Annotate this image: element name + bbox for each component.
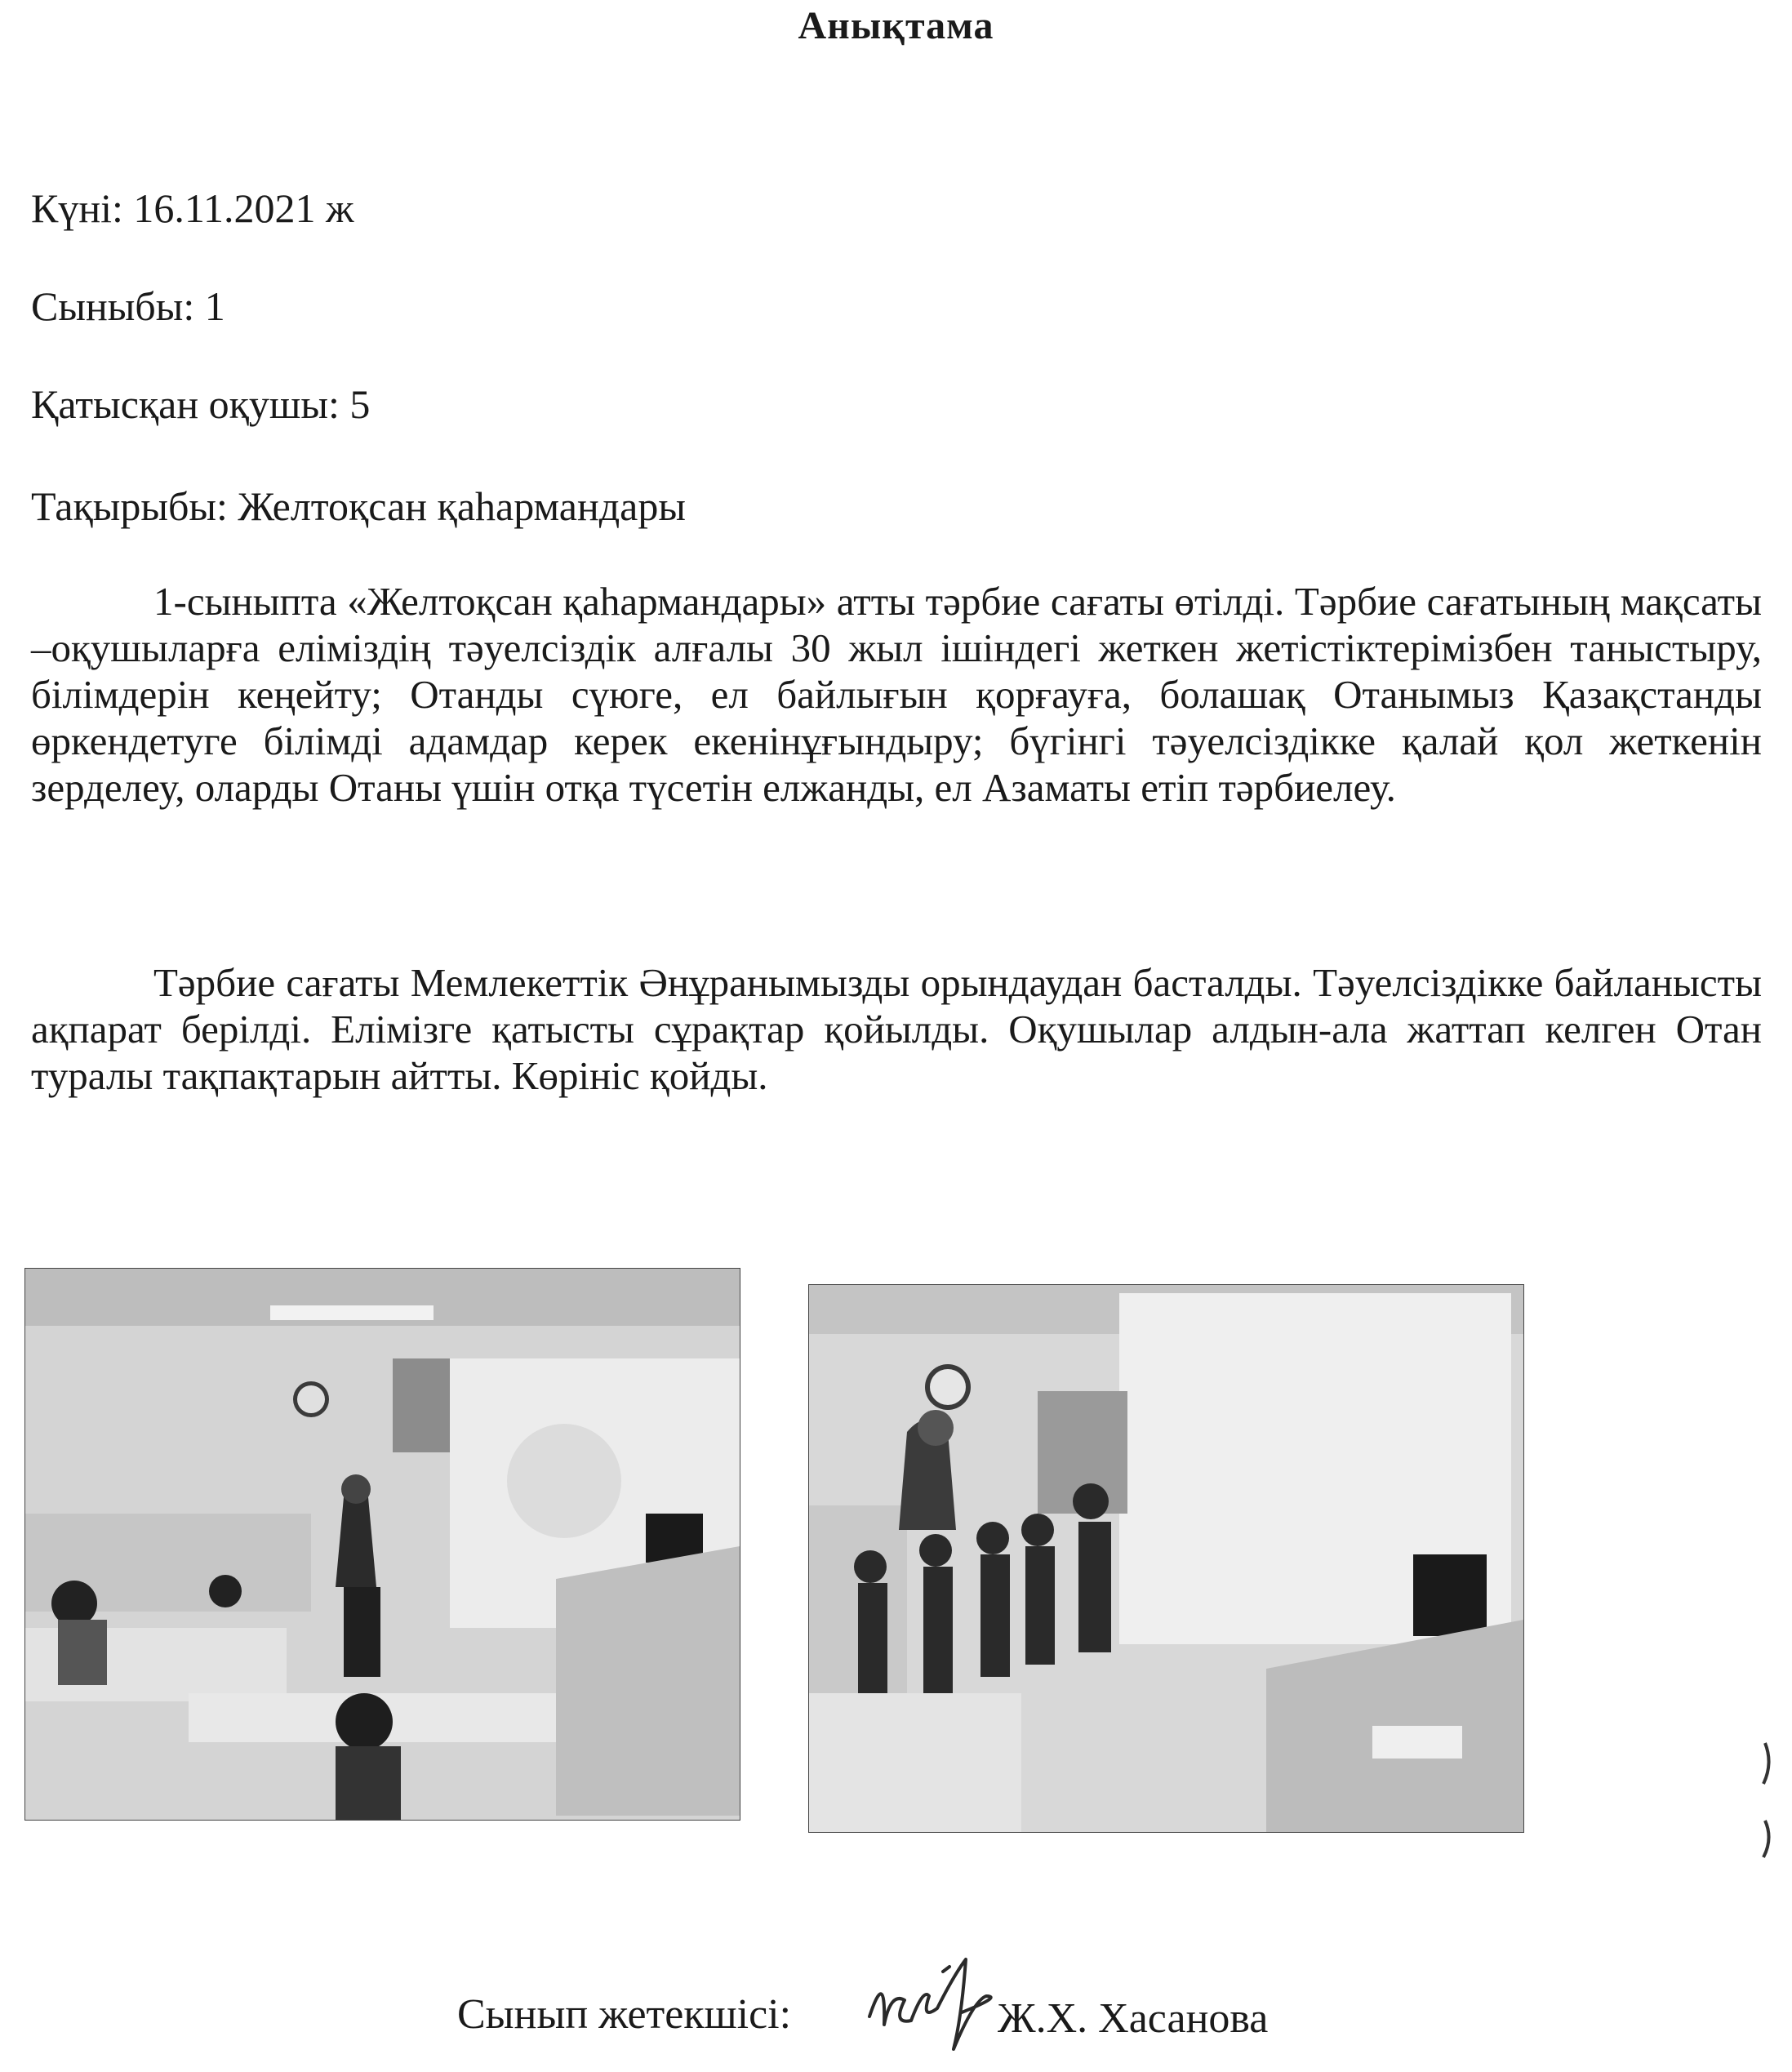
paragraph-event: Тәрбие сағаты Мемлекеттік Әнұранымызды орындаудан басталды. Тәуелсіздікке байланысты ақпарат берілді. Елімізге қатысты сұрақтар қойылды. Оқушылар алдын-ала жаттап келген Отан туралы тақпақтарын айтты. Көрініс қойды. <box>31 960 1762 1098</box>
topic-line: Тақырыбы: Желтоқсан қаһармандары <box>31 483 686 529</box>
paragraph-goal: 1-сыныпта «Желтоқсан қаһармандары» атты тәрбие сағаты өтілді. Тәрбие сағатының мақсаты –оқушыларға еліміздің тәуелсіздік алғалы 30 жыл ішіндегі жеткен жетістіктерімізбен таныстыру, білімдерін кеңейту; Отанды сүюге, ел байлығын қорғауға, болашақ Отанымыз Қазақстанды өркендетуге білімді адамдар керек екенінұғындыру; бүгінгі тәуелсіздікке қалай қол жеткенін зерделеу, оларды Отаны үшін отқа түсетін елжанды, ел Азаматы етіп тәрбиелеу. <box>31 579 1762 810</box>
handwritten-signature <box>861 1939 1016 2061</box>
scan-mark-1 <box>1755 1739 1780 1788</box>
signature-name: Ж.Х. Хасанова <box>998 1995 1269 2042</box>
scan-mark-2 <box>1755 1816 1780 1861</box>
document-title: Анықтама <box>798 4 994 47</box>
classroom-photo-teacher <box>24 1268 740 1821</box>
class-line: Сыныбы: 1 <box>31 283 225 329</box>
date-line: Күні: 16.11.2021 ж <box>31 185 354 231</box>
students-line: Қатысқан оқушы: 5 <box>31 381 371 427</box>
signature-role-label: Сынып жетекшісі: <box>457 1991 792 2038</box>
classroom-photo-students-standing <box>808 1284 1524 1833</box>
